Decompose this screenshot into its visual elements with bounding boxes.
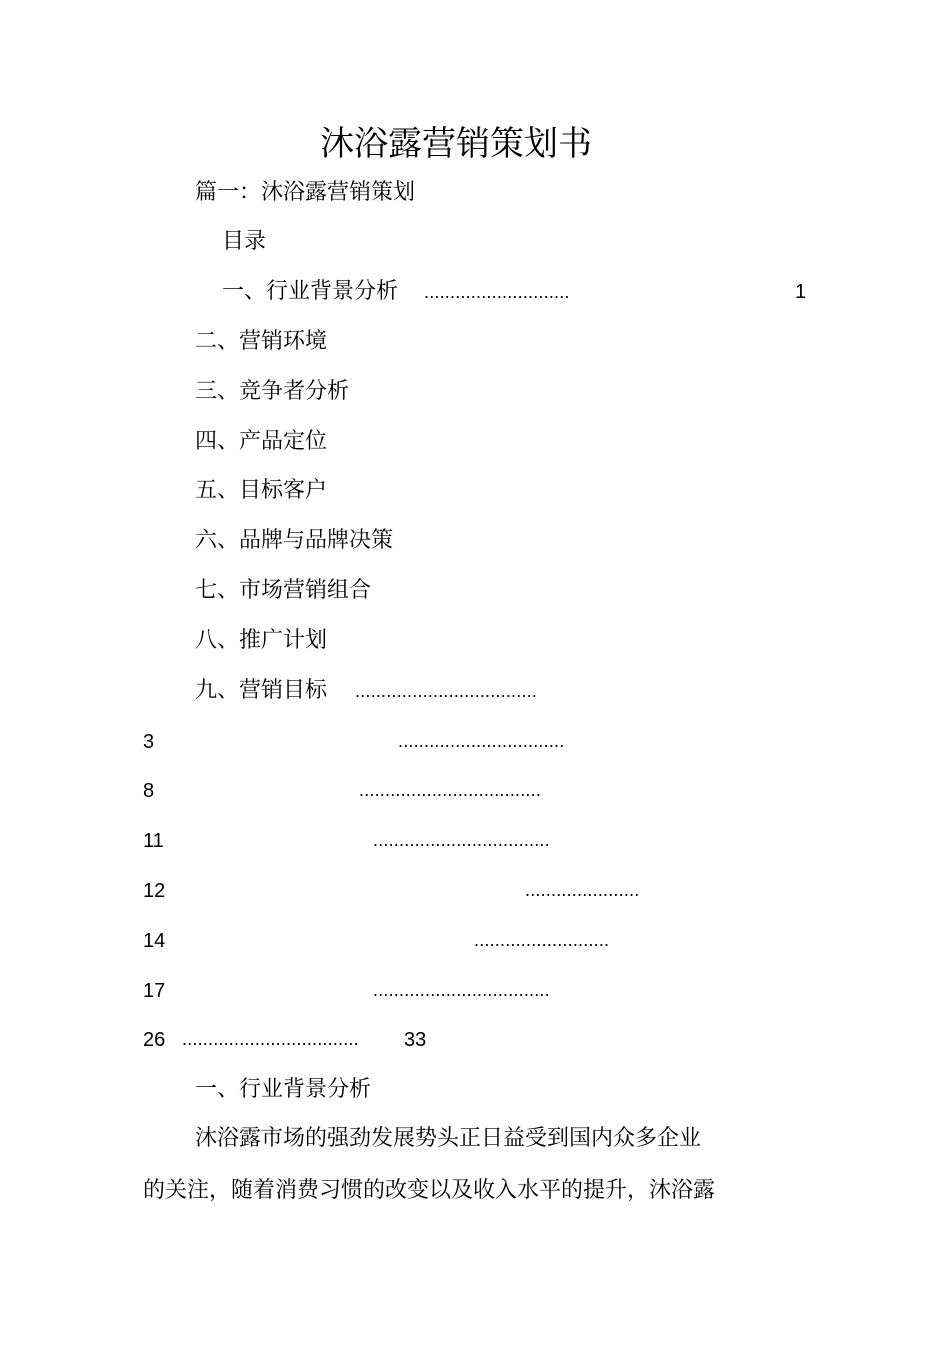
toc-item: 一、行业背景分析 bbox=[222, 279, 399, 304]
toc-page-number: 3 bbox=[143, 731, 155, 753]
toc-leader: ................................... bbox=[355, 681, 538, 701]
toc-item: 五、目标客户 bbox=[195, 478, 328, 503]
toc-page-number: 33 bbox=[404, 1029, 427, 1051]
toc-page-number: 8 bbox=[143, 780, 155, 802]
toc-leader: .................................. bbox=[373, 830, 550, 850]
toc-item: 三、竞争者分析 bbox=[195, 379, 350, 404]
toc-leader: ...................... bbox=[525, 880, 640, 900]
toc-page-number: 1 bbox=[795, 281, 807, 303]
toc-leader: ................................... bbox=[359, 780, 542, 800]
toc-page-number: 11 bbox=[143, 830, 164, 852]
toc-item: 九、营销目标 bbox=[195, 678, 328, 703]
toc-item: 八、推广计划 bbox=[195, 628, 328, 653]
toc-item: 六、品牌与品牌决策 bbox=[195, 528, 394, 553]
paragraph-line: 的关注，随着消费习惯的改变以及收入水平的提升，沐浴露 bbox=[143, 1178, 716, 1203]
document-title: 沐浴露营销策划书 bbox=[320, 124, 592, 164]
toc-leader: .................................. bbox=[182, 1029, 359, 1049]
toc-leader: .................................. bbox=[373, 980, 550, 1000]
toc-item: 七、市场营销组合 bbox=[195, 578, 372, 603]
toc-page-number: 14 bbox=[143, 930, 166, 952]
toc-item: 四、产品定位 bbox=[195, 429, 328, 454]
toc-page-number: 26 bbox=[143, 1029, 166, 1051]
toc-leader: ............................ bbox=[424, 282, 570, 302]
document-subtitle: 篇一：沐浴露营销策划 bbox=[195, 180, 416, 205]
toc-page-number: 12 bbox=[143, 880, 166, 902]
toc-page-number: 17 bbox=[143, 980, 166, 1002]
paragraph-line: 沐浴露市场的强劲发展势头正日益受到国内众多企业 bbox=[195, 1126, 702, 1151]
section-heading: 一、行业背景分析 bbox=[195, 1077, 372, 1102]
toc-leader: .......................... bbox=[474, 930, 610, 950]
toc-leader: ................................ bbox=[398, 731, 565, 751]
toc-item: 二、营销环境 bbox=[195, 329, 328, 354]
toc-heading: 目录 bbox=[222, 229, 267, 254]
